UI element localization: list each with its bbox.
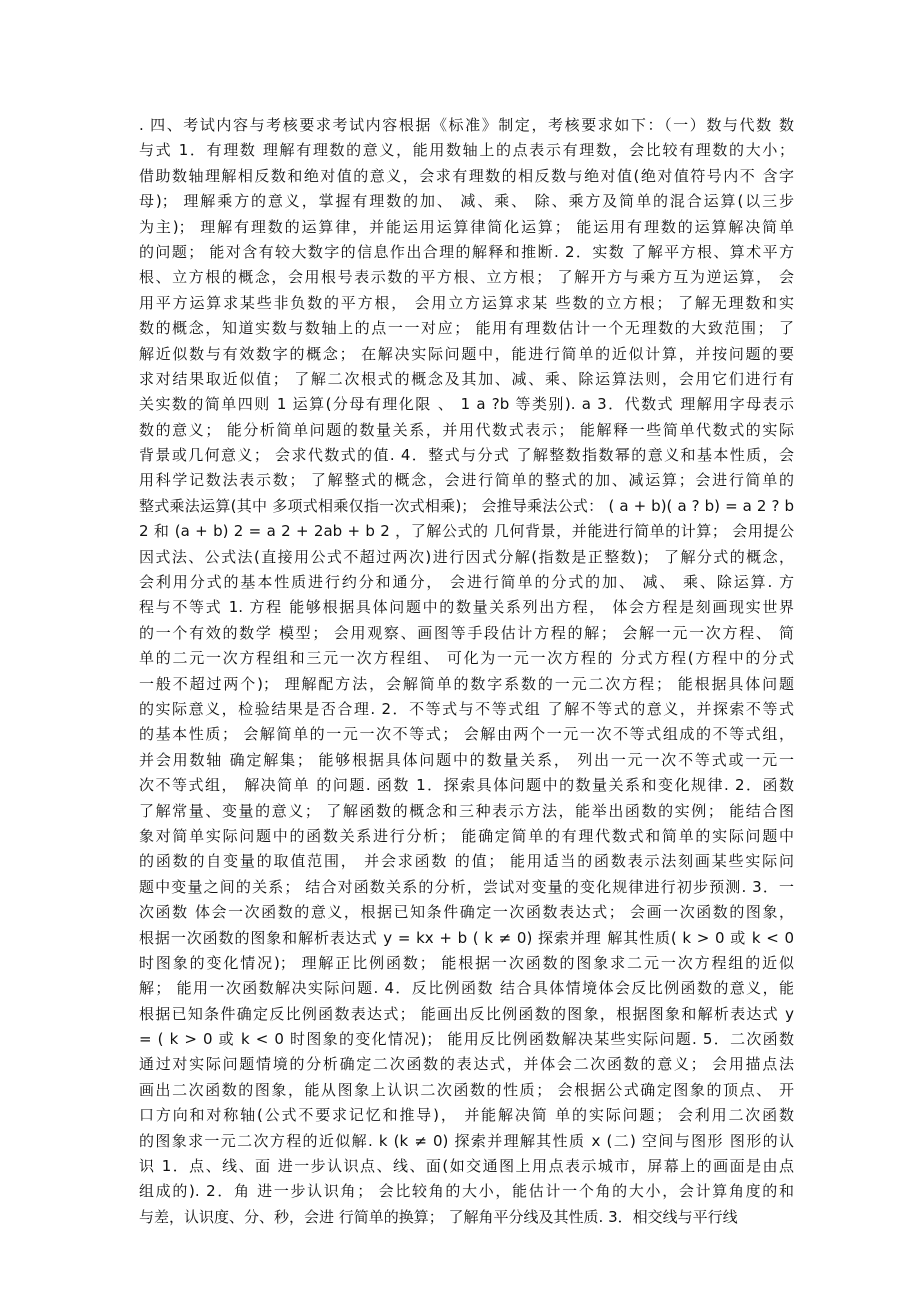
text-line: = ( k > 0 或 k < 0 时图象的变化情况)； 能用反比例函数解决某些实际问题. 5．二次函数: [139, 1030, 794, 1049]
text-line: 用平方运算求某些非负数的平方根， 会用立方运算求某 些数的立方根； 了解无理数和实: [139, 293, 794, 312]
text-line: 解近似数与有效数字的概念； 在解决实际问题中，能进行简单的近似计算，并按问题的要: [139, 344, 794, 363]
text-line: 求对结果取近似值； 了解二次根式的概念及其加、减、乘、除运算法则，会用它们进行有: [139, 369, 794, 388]
text-line: 次函数 体会一次函数的意义，根据已知条件确定一次函数表达式； 会画一次函数的图象，: [139, 903, 794, 922]
text-line: 的图象求一元二次方程的近似解. k (k ≠ 0) 探索并理解其性质 x (二) 空间与图形 图形的认: [139, 1131, 794, 1150]
text-line: 组成的). 2．角 进一步认识角； 会比较角的大小，能估计一个角的大小，会计算角度的和: [139, 1182, 794, 1201]
text-line: 与式 1．有理数 理解有理数的意义，能用数轴上的点表示有理数，会比较有理数的大小；: [139, 141, 794, 160]
body-text: [139, 113, 794, 1230]
text-line: 识 1．点、线、面 进一步认识点、线、面(如交通图上用点表示城市，屏幕上的画面是由点: [139, 1157, 794, 1176]
text-line: 一般不超过两个)； 理解配方法，会解简单的数字系数的一元二次方程； 能根据具体问题: [139, 674, 794, 693]
text-line: 用科学记数法表示数； 了解整式的概念，会进行简单的整式的加、减运算；会进行简单的: [139, 471, 794, 490]
text-line: 的实际意义，检验结果是否合理. 2．不等式与不等式组 了解不等式的意义，并探索不等式: [139, 699, 794, 718]
text-line: 的问题； 能对含有较大数字的信息作出合理的解释和推断. 2．实数 了解平方根、算术平方: [139, 242, 794, 261]
text-line: 与差，认识度、分、秒，会进 行简单的换算； 了解角平分线及其性质. 3．相交线与平行线: [139, 1207, 738, 1226]
text-line: 背景或几何意义； 会求代数式的值. 4．整式与分式 了解整数指数幂的意义和基本性质，会: [139, 446, 794, 465]
text-line: 母)； 理解乘方的意义，掌握有理数的加、 减、乘、 除、乘方及简单的混合运算(以三步: [139, 192, 794, 211]
text-line: 通过对实际问题情境的分析确定二次函数的表达式，并体会二次函数的意义； 会用描点法: [139, 1055, 794, 1074]
text-line: 因式法、公式法(直接用公式不超过两次)进行因式分解(指数是正整数)； 了解分式的概念，: [139, 547, 794, 566]
text-line: 的一个有效的数学 模型； 会用观察、画图等手段估计方程的解； 会解一元一次方程、 简: [139, 623, 794, 642]
text-line: 画出二次函数的图象，能从图象上认识二次函数的性质； 会根据公式确定图象的顶点、 开: [139, 1080, 794, 1099]
text-line: 数的意义； 能分析简单问题的数量关系，并用代数式表示； 能解释一些简单代数式的实际: [139, 420, 794, 439]
text-line: 解； 能用一次函数解决实际问题. 4．反比例函数 结合具体情境体会反比例函数的意义，能: [139, 979, 794, 998]
text-line: 为主)； 理解有理数的运算律，并能运用运算律简化运算； 能运用有理数的运算解决简单: [139, 217, 794, 236]
text-line: 的基本性质； 会解简单的一元一次不等式； 会解由两个一元一次不等式组成的不等式组，: [139, 725, 794, 744]
text-line: 程与不等式 1. 方程 能够根据具体问题中的数量关系列出方程， 体会方程是刻画现实世界: [139, 598, 794, 617]
text-line: 并会用数轴 确定解集； 能够根据具体问题中的数量关系， 列出一元一次不等式或一元一: [139, 750, 794, 769]
text-line: 根据已知条件确定反比例函数表达式； 能画出反比例函数的图象，根据图象和解析表达式 y: [139, 1004, 794, 1023]
text-line: 时图象的变化情况)； 理解正比例函数； 能根据一次函数的图象求二元一次方程组的近似: [139, 953, 794, 972]
text-line: 了解常量、变量的意义； 了解函数的概念和三种表示方法，能举出函数的实例； 能结合图: [139, 801, 794, 820]
text-line: 数的概念，知道实数与数轴上的点一一对应； 能用有理数估计一个无理数的大致范围； 了: [139, 319, 794, 338]
text-line: 题中变量之间的关系； 结合对函数关系的分析，尝试对变量的变化规律进行初步预测. 3．一: [139, 877, 794, 896]
text-line: 根据一次函数的图象和解析表达式 y = kx + b ( k ≠ 0) 探索并理 解其性质( k > 0 或 k < 0: [139, 928, 794, 947]
text-line: 次不等式组， 解决简单 的问题. 函数 1．探索具体问题中的数量关系和变化规律. 2．函数: [139, 776, 794, 795]
text-line: 整式乘法运算(其中 多项式相乘仅指一次式相乘)； 会推导乘法公式： ( a + b)( a ? b) = a 2 ? b: [139, 496, 794, 515]
text-line: 2 和 (a + b) 2 = a 2 + 2ab + b 2 ，了解公式的 几何背景，并能进行简单的计算； 会用提公: [139, 522, 794, 541]
text-line: 关实数的简单四则 1 运算(分母有理化限 、 1 a ?b 等类别). a 3．代数式 理解用字母表示: [139, 395, 794, 414]
text-line: 单的二元一次方程组和三元一次方程组、 可化为一元一次方程的 分式方程(方程中的分式: [139, 649, 794, 668]
text-line: 根、立方根的概念，会用根号表示数的平方根、立方根； 了解开方与乘方互为逆运算， 会: [139, 268, 794, 287]
text-line: 象对简单实际问题中的函数关系进行分析； 能确定简单的有理代数式和简单的实际问题中: [139, 826, 794, 845]
text-line: 会利用分式的基本性质进行约分和通分， 会进行简单的分式的加、 减、 乘、除运算. 方: [139, 573, 794, 592]
text-line: 借助数轴理解相反数和绝对值的意义，会求有理数的相反数与绝对值(绝对值符号内不 含字: [139, 166, 794, 185]
text-line: . 四、考试内容与考核要求考试内容根据《标准》制定，考核要求如下：（一）数与代数 数: [139, 116, 794, 134]
text-line: 的函数的自变量的取值范围， 并会求函数 的值； 能用适当的函数表示法刻画某些实际问: [139, 852, 794, 871]
text-line: 口方向和对称轴(公式不要求记忆和推导)， 并能解决简 单的实际问题； 会利用二次函数: [139, 1106, 794, 1125]
